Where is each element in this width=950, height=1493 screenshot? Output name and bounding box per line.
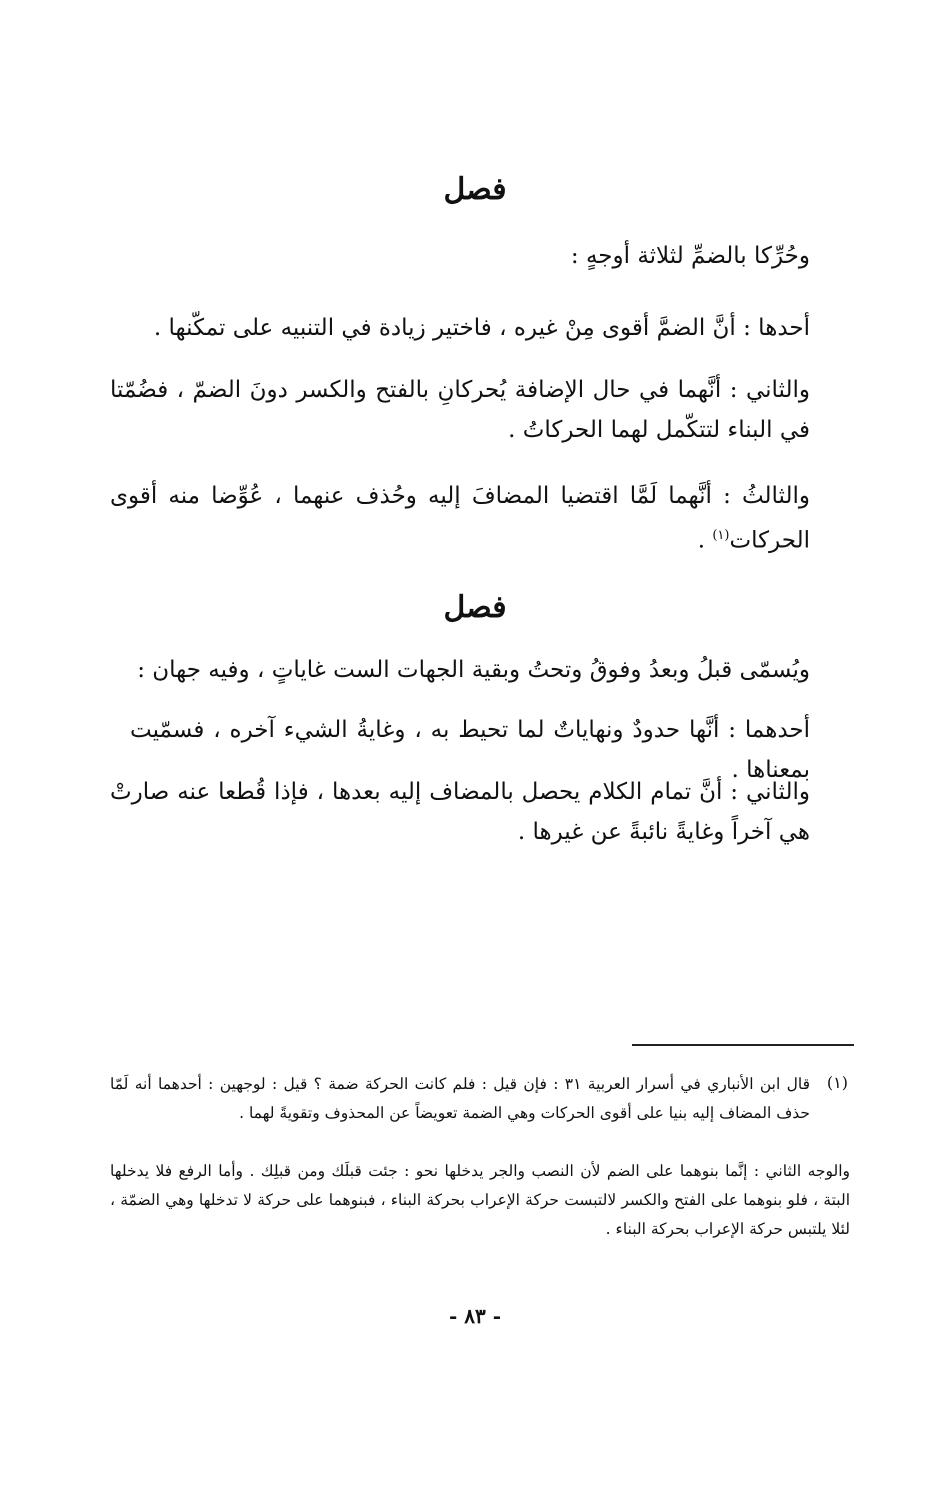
paragraph-third-reason (110, 476, 810, 561)
footnote-reference: (١) (712, 528, 730, 543)
third-reason-text: والثالثُ : أنَّهما لَمَّا اقتضيا المضافَ إليه وحُذف عنهما ، عُوِّضا منه أقوى الحركات (110, 483, 810, 554)
footnote-separator (632, 1044, 854, 1046)
paragraph-first-aspect: أحدهما : أنَّها حدودٌ ونهاياتٌ لما تحيط به ، وغايةُ الشيء آخره ، فسمّيت بمعناها . (130, 717, 810, 783)
section-heading-1: فصل (443, 172, 507, 207)
paragraph-second-aspect: والثاني : أنَّ تمام الكلام يحصل بالمضاف إليه بعدها ، فإذا قُطعا عنه صارتْ هي آخراً وغايةً نائبةً عن غيرها . (110, 779, 810, 845)
paragraph-intro-1: وحُرِّكا بالضمِّ لثلاثة أوجهٍ : (570, 243, 810, 269)
footnote-number: (١) (826, 1073, 848, 1092)
footnote-paragraph-2: والوجه الثاني : إنَّما بنوهما على الضم لأن النصب والجر يدخلها نحو : جئت قبلَك ومن قبلِك . وأما الرفع فلا يدخلها البتة ، فلو بنوهما على الفتح والكسر لالتبست حركة الإعراب بحركة البناء ، فبنوهما على حركة لا تدخلها وهي الضمّة ، لئلا يلتبس حركة الإعراب بحركة البناء . (110, 1162, 850, 1238)
third-reason-end: . (697, 527, 713, 554)
paragraph-first-reason: أحدها : أنَّ الضمَّ أقوى مِنْ غيره ، فاختير زيادة في التنبيه على تمكّنها . (153, 315, 810, 341)
paragraph-intro-2: ويُسمّى قبلُ وبعدُ وفوقُ وتحتُ وبقية الجهات الست غاياتٍ ، وفيه جهان : (137, 657, 810, 683)
section-heading-2: فصل (443, 590, 507, 625)
footnote-paragraph-1: قال ابن الأنباري في أسرار العربية ٣١ : فإن قيل : فلم كانت الحركة ضمة ؟ قيل : لوجهين : أحدهما أنه لَمّا حذف المضاف إليه بنيا على أقوى الحركات وهي الضمة تعويضاً عن المحذوف وتقويةً لهما . (110, 1075, 811, 1122)
page-number: - ٨٣ - (448, 1304, 501, 1328)
paragraph-second-reason: والثاني : أنَّهما في حال الإضافة يُحركانِ بالفتح والكسر دونَ الضمّ ، فضُمّتا في البناء لتتكّمل لهما الحركاتُ . (110, 377, 810, 443)
